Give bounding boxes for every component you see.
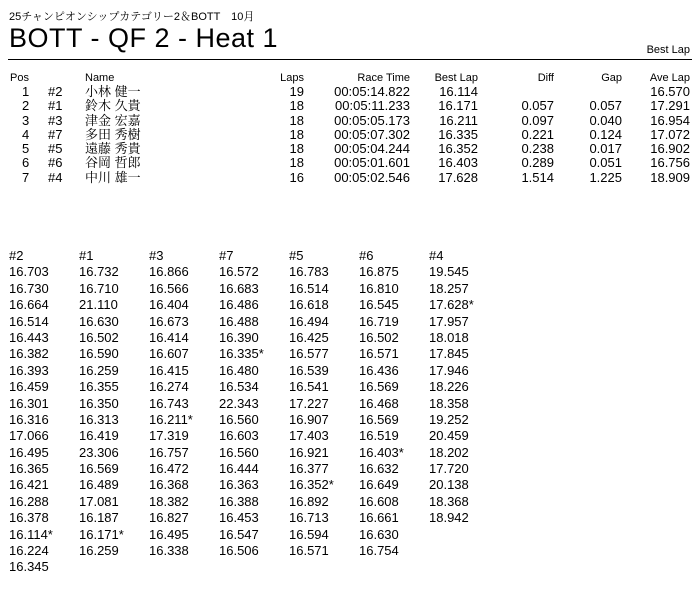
lap-column bbox=[149, 248, 219, 559]
lap-time: 16.783 bbox=[289, 264, 329, 280]
result-ave-lap: 16.902 bbox=[650, 141, 690, 157]
lap-time: 18.257 bbox=[429, 280, 469, 296]
lap-time: 16.378 bbox=[9, 510, 49, 526]
lap-time: 16.421 bbox=[9, 477, 49, 493]
result-laps: 18 bbox=[289, 155, 304, 171]
lap-column bbox=[219, 248, 289, 559]
lap-time: 16.187 bbox=[79, 510, 119, 526]
lap-time: 16.259 bbox=[79, 362, 119, 378]
lap-column bbox=[429, 248, 499, 527]
lap-time: 16.472 bbox=[149, 461, 189, 477]
lap-column-header: #5 bbox=[289, 248, 304, 263]
result-driver-name: 多田 秀樹 bbox=[85, 126, 141, 142]
table-row bbox=[0, 85, 700, 99]
lap-time: 16.415 bbox=[149, 362, 189, 378]
result-driver-name: 中川 雄一 bbox=[85, 169, 141, 185]
lap-time: 16.810 bbox=[359, 280, 399, 296]
result-race-time: 00:05:01.601 bbox=[334, 155, 410, 171]
result-diff: 1.514 bbox=[521, 169, 554, 185]
lap-time: 16.539 bbox=[289, 362, 329, 378]
result-ave-lap: 17.291 bbox=[650, 98, 690, 114]
result-best-lap: 17.628 bbox=[438, 169, 478, 185]
lap-time: 16.710 bbox=[79, 280, 119, 296]
table-row bbox=[0, 142, 700, 156]
lap-time: 16.211* bbox=[149, 411, 193, 427]
lap-time: 16.827 bbox=[149, 510, 189, 526]
result-diff: 0.289 bbox=[521, 155, 554, 171]
result-driver-name: 小林 健一 bbox=[85, 84, 141, 99]
result-gap: 0.040 bbox=[589, 112, 622, 128]
result-laps: 18 bbox=[289, 112, 304, 128]
lap-time: 16.313 bbox=[79, 411, 119, 427]
result-best-lap: 16.211 bbox=[439, 112, 478, 128]
lap-time: 16.506 bbox=[219, 543, 259, 559]
lap-time: 16.569 bbox=[359, 379, 399, 395]
lap-time: 16.921 bbox=[289, 444, 329, 460]
lap-time: 16.480 bbox=[219, 362, 259, 378]
lap-time: 16.571 bbox=[359, 346, 399, 362]
lap-time: 17.720 bbox=[429, 461, 469, 477]
col-header-laps: Laps bbox=[280, 72, 304, 84]
result-pos: 3 bbox=[22, 112, 30, 128]
lap-time: 17.946 bbox=[429, 362, 469, 378]
lap-time: 19.252 bbox=[429, 411, 469, 427]
result-race-time: 00:05:11.233 bbox=[335, 98, 410, 114]
result-gap: 0.124 bbox=[589, 126, 622, 142]
lap-time: 20.138 bbox=[429, 477, 469, 493]
lap-time: 16.566 bbox=[149, 280, 189, 296]
lap-column bbox=[359, 248, 429, 559]
lap-time: 16.907 bbox=[289, 411, 329, 427]
result-race-time: 00:05:07.302 bbox=[334, 126, 410, 142]
lap-time: 16.468 bbox=[359, 395, 399, 411]
lap-time: 16.603 bbox=[219, 428, 259, 444]
table-row bbox=[0, 171, 700, 185]
lap-time: 16.345 bbox=[9, 559, 49, 575]
lap-time: 18.942 bbox=[429, 510, 469, 526]
lap-time: 16.560 bbox=[219, 411, 259, 427]
lap-time: 16.594 bbox=[289, 526, 329, 542]
col-header-ave-lap: Ave Lap bbox=[649, 72, 690, 84]
result-race-time: 00:05:05.173 bbox=[334, 112, 410, 128]
lap-time: 16.338 bbox=[149, 543, 189, 559]
result-laps: 19 bbox=[289, 84, 304, 99]
result-laps: 16 bbox=[289, 169, 304, 185]
result-pos: 4 bbox=[22, 126, 30, 142]
lap-time: 16.743 bbox=[149, 395, 189, 411]
lap-time: 16.171* bbox=[79, 526, 124, 542]
lap-time: 16.572 bbox=[219, 264, 259, 280]
col-header-gap: Gap bbox=[601, 72, 622, 84]
lap-time: 16.683 bbox=[219, 280, 259, 296]
lap-time: 16.571 bbox=[289, 543, 329, 559]
lap-time: 16.377 bbox=[289, 461, 329, 477]
page-title: BOTT - QF 2 - Heat 1 bbox=[9, 23, 279, 53]
result-kart-number: #1 bbox=[48, 98, 63, 114]
result-kart-number: #6 bbox=[48, 155, 63, 171]
lap-time: 18.382 bbox=[149, 493, 189, 509]
result-ave-lap: 16.954 bbox=[650, 112, 690, 128]
result-gap: 0.057 bbox=[589, 98, 622, 114]
result-best-lap: 16.171 bbox=[438, 98, 478, 114]
lap-time: 21.110 bbox=[79, 297, 118, 313]
lap-time: 16.489 bbox=[79, 477, 119, 493]
table-row bbox=[0, 99, 700, 113]
lap-time: 16.514 bbox=[289, 280, 329, 296]
lap-time: 16.892 bbox=[289, 493, 329, 509]
result-driver-name: 津金 宏嘉 bbox=[85, 112, 141, 128]
lap-time: 17.319 bbox=[149, 428, 189, 444]
table-row bbox=[0, 156, 700, 170]
best-lap-header-label: Best Lap bbox=[646, 44, 690, 56]
lap-time: 16.274 bbox=[149, 379, 189, 395]
lap-time: 16.569 bbox=[359, 411, 399, 427]
result-race-time: 00:05:04.244 bbox=[334, 141, 410, 157]
result-kart-number: #4 bbox=[48, 169, 63, 185]
result-kart-number: #2 bbox=[48, 84, 63, 99]
lap-time: 16.519 bbox=[359, 428, 399, 444]
lap-time: 22.343 bbox=[219, 395, 259, 411]
result-kart-number: #7 bbox=[48, 126, 63, 142]
result-kart-number: #3 bbox=[48, 112, 63, 128]
report-subtitle: 25チャンピオンシップカテゴリー2＆BOTT 10月 bbox=[9, 11, 255, 23]
lap-time: 16.316 bbox=[9, 411, 49, 427]
lap-time: 16.630 bbox=[79, 313, 119, 329]
lap-time: 16.560 bbox=[219, 444, 259, 460]
lap-time: 18.368 bbox=[429, 493, 469, 509]
result-driver-name: 谷岡 哲郎 bbox=[85, 155, 141, 171]
lap-time: 16.632 bbox=[359, 461, 399, 477]
lap-time: 16.757 bbox=[149, 444, 189, 460]
lap-time: 16.444 bbox=[219, 461, 259, 477]
result-race-time: 00:05:14.822 bbox=[334, 84, 410, 99]
result-laps: 18 bbox=[289, 98, 304, 114]
lap-time: 16.673 bbox=[149, 313, 189, 329]
col-header-best-lap: Best Lap bbox=[434, 72, 478, 84]
lap-column-header: #7 bbox=[219, 248, 234, 263]
lap-time: 16.368 bbox=[149, 477, 189, 493]
lap-column-header: #6 bbox=[359, 248, 374, 263]
result-diff: 0.057 bbox=[521, 98, 554, 114]
lap-time: 16.388 bbox=[219, 493, 259, 509]
result-pos: 5 bbox=[22, 141, 30, 157]
lap-time: 18.202 bbox=[429, 444, 469, 460]
lap-time: 17.066 bbox=[9, 428, 49, 444]
lap-time: 16.569 bbox=[79, 461, 119, 477]
result-best-lap: 16.114 bbox=[439, 84, 478, 99]
header-divider bbox=[8, 59, 692, 60]
lap-time: 16.390 bbox=[219, 329, 259, 345]
lap-time: 20.459 bbox=[429, 428, 469, 444]
lap-time: 16.661 bbox=[359, 510, 399, 526]
result-best-lap: 16.352 bbox=[438, 141, 478, 157]
result-laps: 18 bbox=[289, 141, 304, 157]
lap-time: 18.226 bbox=[429, 379, 469, 395]
result-pos: 7 bbox=[22, 169, 30, 185]
result-ave-lap: 16.570 bbox=[650, 84, 690, 99]
lap-time: 16.514 bbox=[9, 313, 49, 329]
lap-time: 16.259 bbox=[79, 543, 119, 559]
lap-time: 16.713 bbox=[289, 510, 329, 526]
lap-time: 18.358 bbox=[429, 395, 469, 411]
result-race-time: 00:05:02.546 bbox=[334, 169, 410, 185]
result-diff: 0.097 bbox=[521, 112, 554, 128]
lap-time: 16.443 bbox=[9, 329, 49, 345]
table-row bbox=[0, 114, 700, 128]
lap-time: 16.363 bbox=[219, 477, 259, 493]
lap-time: 16.355 bbox=[79, 379, 119, 395]
lap-time: 16.425 bbox=[289, 329, 329, 345]
lap-time: 17.845 bbox=[429, 346, 469, 362]
lap-time: 17.403 bbox=[289, 428, 329, 444]
lap-time: 16.114* bbox=[9, 526, 53, 542]
lap-column bbox=[289, 248, 359, 559]
results-table bbox=[0, 72, 700, 185]
result-kart-number: #5 bbox=[48, 141, 63, 157]
result-ave-lap: 18.909 bbox=[650, 169, 690, 185]
lap-time: 16.350 bbox=[79, 395, 119, 411]
lap-time: 16.732 bbox=[79, 264, 119, 280]
lap-time: 16.618 bbox=[289, 297, 329, 313]
lap-time: 16.495 bbox=[149, 526, 189, 542]
lap-time: 16.649 bbox=[359, 477, 399, 493]
lap-time: 16.403* bbox=[359, 444, 404, 460]
lap-column-header: #3 bbox=[149, 248, 164, 263]
result-driver-name: 遠藤 秀貴 bbox=[85, 141, 141, 157]
result-gap: 0.051 bbox=[589, 155, 622, 171]
lap-time: 16.754 bbox=[359, 543, 399, 559]
result-laps: 18 bbox=[289, 126, 304, 142]
lap-time: 23.306 bbox=[79, 444, 119, 460]
lap-time: 16.224 bbox=[9, 543, 49, 559]
lap-column-header: #2 bbox=[9, 248, 24, 263]
lap-time: 16.486 bbox=[219, 297, 259, 313]
result-pos: 1 bbox=[22, 84, 30, 99]
lap-time: 16.436 bbox=[359, 362, 399, 378]
lap-time: 16.365 bbox=[9, 461, 49, 477]
lap-time: 16.393 bbox=[9, 362, 49, 378]
lap-time: 16.494 bbox=[289, 313, 329, 329]
lap-time: 16.414 bbox=[149, 329, 189, 345]
results-body bbox=[0, 85, 700, 185]
lap-time: 16.495 bbox=[9, 444, 49, 460]
lap-time: 17.227 bbox=[289, 395, 329, 411]
lap-time: 16.590 bbox=[79, 346, 119, 362]
result-ave-lap: 16.756 bbox=[650, 155, 690, 171]
lap-time: 16.608 bbox=[359, 493, 399, 509]
result-pos: 2 bbox=[22, 98, 30, 114]
result-pos: 6 bbox=[22, 155, 30, 171]
lap-column-header: #1 bbox=[79, 248, 94, 263]
table-row bbox=[0, 128, 700, 142]
col-header-race-time: Race Time bbox=[357, 72, 410, 84]
lap-column bbox=[9, 248, 79, 576]
lap-time: 16.453 bbox=[219, 510, 259, 526]
lap-time: 16.664 bbox=[9, 297, 49, 313]
lap-time: 16.352* bbox=[289, 477, 334, 493]
lap-time: 16.541 bbox=[289, 379, 329, 395]
lap-time: 16.459 bbox=[9, 379, 49, 395]
lap-time: 17.081 bbox=[79, 493, 119, 509]
result-ave-lap: 17.072 bbox=[650, 126, 690, 142]
lap-time: 16.545 bbox=[359, 297, 399, 313]
result-best-lap: 16.403 bbox=[438, 155, 478, 171]
lap-time: 17.628* bbox=[429, 297, 474, 313]
col-header-diff: Diff bbox=[537, 72, 554, 84]
col-header-name: Name bbox=[85, 72, 115, 84]
lap-time: 16.502 bbox=[359, 329, 399, 345]
lap-time: 16.335* bbox=[219, 346, 264, 362]
lap-time: 16.488 bbox=[219, 313, 259, 329]
lap-time: 16.730 bbox=[9, 280, 49, 296]
lap-time: 16.534 bbox=[219, 379, 259, 395]
lap-time: 16.288 bbox=[9, 493, 49, 509]
result-best-lap: 16.335 bbox=[438, 126, 478, 142]
lap-time: 16.607 bbox=[149, 346, 189, 362]
result-diff: 0.238 bbox=[521, 141, 554, 157]
lap-time: 16.301 bbox=[9, 395, 49, 411]
lap-time: 16.719 bbox=[359, 313, 399, 329]
lap-time: 16.404 bbox=[149, 297, 189, 313]
lap-time: 18.018 bbox=[429, 329, 469, 345]
result-gap: 0.017 bbox=[589, 141, 622, 157]
lap-time: 16.502 bbox=[79, 329, 119, 345]
result-diff: 0.221 bbox=[521, 126, 554, 142]
lap-column-header: #4 bbox=[429, 248, 444, 263]
lap-time: 19.545 bbox=[429, 264, 469, 280]
result-driver-name: 鈴木 久貴 bbox=[85, 98, 141, 114]
col-header-pos: Pos bbox=[10, 72, 29, 84]
lap-time: 17.957 bbox=[429, 313, 469, 329]
lap-time: 16.382 bbox=[9, 346, 49, 362]
lap-time: 16.866 bbox=[149, 264, 189, 280]
lap-time: 16.703 bbox=[9, 264, 49, 280]
lap-time: 16.419 bbox=[79, 428, 119, 444]
lap-column bbox=[79, 248, 149, 559]
lap-time: 16.875 bbox=[359, 264, 399, 280]
lap-time: 16.577 bbox=[289, 346, 329, 362]
lap-time: 16.547 bbox=[219, 526, 259, 542]
lap-time: 16.630 bbox=[359, 526, 399, 542]
result-gap: 1.225 bbox=[589, 169, 622, 185]
